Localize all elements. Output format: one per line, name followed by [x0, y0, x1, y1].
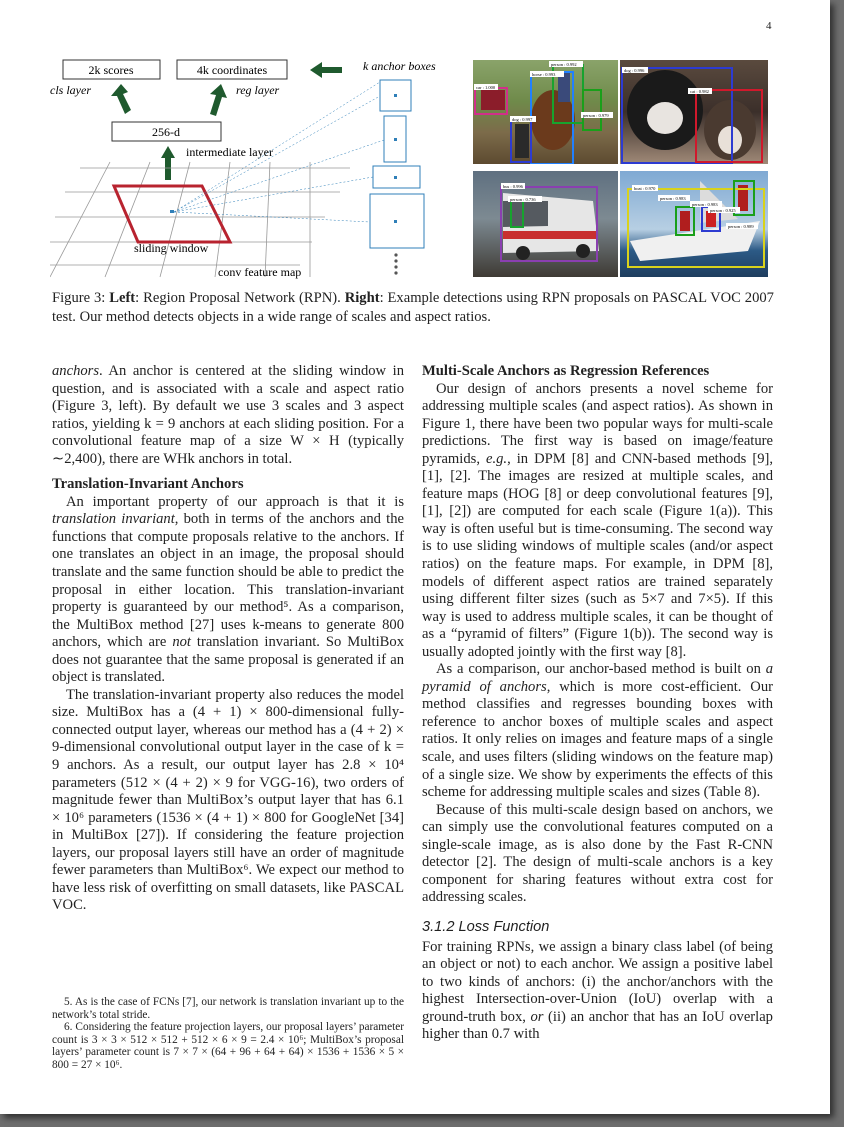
- paragraph-loss-function: For training RPNs, we assign a binary class label (of being an object or not) to each anchor. We assign a positive label to two kinds of anchors: (i) the anchor/anchors with the highest Intersection-over-Union (IoU) overlap with a ground-truth box, or (ii) an anchor that has an IoU overlap higher than 0.7 with: [422, 938, 773, 1043]
- cls-arrow: [111, 84, 131, 114]
- svg-text:person : 0.979: person : 0.979: [583, 113, 609, 118]
- svg-text:car : 1.000: car : 1.000: [476, 85, 496, 90]
- svg-text:person : 0.925: person : 0.925: [710, 208, 736, 213]
- paragraph-multi-scale: Our design of anchors presents a novel scheme for addressing multiple scales (and aspect ratios). As shown in Figure 1, there have been two popular ways for multi-scale predictions. The first way is based on image/feature pyramids, e.g., in DPM [8] and CNN-based methods [9], [1], [2]. The images are resized at multiple scales, and feature maps (HOG [8] or deep convolutional features [9], [1], [2]) are computed for each scale (Figure 1(a)). This way is often useful but is time-consuming. The second way is to use sliding windows of multiple scales (and/or aspect ratios) on the feature maps. For example, in DPM [8], models of different aspect ratios are trained separately using different filter sizes (such as 5×7 and 7×5). If this way is used to address multiple scales, it can be thought of as a “pyramid of filters” (Figure 1(b)). The second way is usually adopted jointly with the first way [8].: [422, 380, 773, 660]
- footnote-5: 5. As is the case of FCNs [7], our network is translation invariant up to the network’s total stride.: [52, 996, 404, 1021]
- heading-translation-invariant: Translation-Invariant Anchors: [52, 476, 244, 493]
- scores-label: 2k scores: [88, 63, 134, 77]
- intermediate-arrow: [161, 146, 175, 180]
- svg-text:dog : 0.996: dog : 0.996: [624, 68, 645, 73]
- paragraph-translation-invariant: An important property of our approach is that it is translation invariant, both in terms of the anchors and the functions that compute proposals relative to the anchors. If one translates an object in an image, the proposal should translate and the same function should be able to predict the proposal in either location. This translation-invariant property is guaranteed by our method⁵. As a comparison, the MultiBox method [27] uses k-means to generate 800 anchors, which are not translation invariant. So MultiBox does not guarantee that the same proposal is generated if an object is translated.: [52, 493, 405, 686]
- sliding-window-label: sliding window: [134, 241, 209, 255]
- detection-photo-boat: [620, 171, 768, 277]
- figure-caption: Figure 3: Left: Region Proposal Network (RPN). Right: Example detections using RPN proposals on PASCAL VOC 2007 test. Our method detects objects in a wide range of scales and aspect ratios.: [52, 290, 774, 325]
- detection-photo-bus: [473, 171, 618, 277]
- svg-text:person : 0.983: person : 0.983: [692, 202, 718, 207]
- ellipsis-dots: [394, 253, 397, 274]
- heading-multi-scale: Multi-Scale Anchors as Regression References: [422, 363, 710, 379]
- svg-text:person : 0.983: person : 0.983: [660, 196, 686, 201]
- svg-text:bus : 0.996: bus : 0.996: [503, 184, 523, 189]
- paragraph-model-size: The translation-invariant property also reduces the model size. MultiBox has a (4 + 1) × 800-dimensional fully-connected output layer, whereas our method has a (4 + 2) × 9-dimensional convolutional output layer in the case of k = 9 anchors. As a result, our output layer has 2.8 × 10⁴ parameters (512 × (4 + 2) × 9 for VGG-16), two orders of magnitude fewer than MultiBox’s output layer that has 6.1 × 10⁶ parameters (1536 × (4 + 1) × 800 for GoogleNet [34] in MultiBox [27]). If considering the feature projection layers, our proposal layers still have an order of magnitude fewer parameters than MultiBox⁶. We expect our method to have less risk of overfitting on small datasets, like PASCAL VOC.: [52, 686, 404, 914]
- coordinates-label: 4k coordinates: [196, 63, 268, 77]
- footnotes: [52, 996, 404, 1072]
- svg-text:dog : 0.997: dog : 0.997: [512, 117, 533, 122]
- anchor-boxes-label: k anchor boxes: [363, 59, 436, 73]
- rpn-diagram: [50, 52, 450, 287]
- window-center: [170, 210, 174, 213]
- heading-loss-function: 3.1.2 Loss Function: [422, 918, 550, 935]
- reg-layer-label: reg layer: [236, 83, 280, 97]
- detection-photo-horse: [473, 60, 618, 164]
- paragraph-anchors: anchors. An anchor is centered at the sliding window in question, and is associated with a scale and aspect ratio (Figure 3, left). By default we use 3 scales and 3 aspect ratios, yielding k = 9 anchors at each sliding position. For a convolutional feature map of a size W × H (typically ∼2,400), there are WHk anchors in total.: [52, 363, 404, 467]
- cls-layer-label: cls layer: [50, 83, 91, 97]
- svg-text:person : 0.989: person : 0.989: [728, 224, 754, 229]
- svg-text:horse : 0.993: horse : 0.993: [532, 72, 556, 77]
- intermediate-label: 256-d: [152, 125, 180, 139]
- left-arrow: [310, 62, 342, 78]
- svg-text:person : 0.992: person : 0.992: [551, 62, 577, 67]
- intermediate-layer-label: intermediate layer: [186, 145, 273, 159]
- reg-arrow: [210, 84, 227, 116]
- left-column: [52, 363, 404, 915]
- svg-text:boat : 0.970: boat : 0.970: [634, 186, 656, 191]
- paragraph-pyramid-anchors: As a comparison, our anchor-based method is built on a pyramid of anchors, which is more cost-efficient. Our method classifies and regresses bounding boxes with reference to anchor boxes of multiple scales and aspect ratios. It only relies on images and feature maps of a single scale, and uses filters (sliding windows on the feature map) of a single size. We show by experiments the effects of this scheme for addressing multiple scales and sizes (Table 8).: [422, 661, 773, 801]
- detection-photo-dog-cat: [620, 60, 768, 164]
- svg-text:person : 0.736: person : 0.736: [510, 197, 536, 202]
- right-column: [422, 363, 773, 1044]
- sliding-window-box: [114, 186, 230, 242]
- page-number: 4: [766, 20, 772, 32]
- feature-map-grid: [50, 162, 350, 277]
- svg-text:cat : 0.982: cat : 0.982: [690, 89, 709, 94]
- conv-feature-map-label: conv feature map: [218, 265, 302, 279]
- paragraph-single-scale: Because of this multi-scale design based on anchors, we can simply use the convolutional features computed on a single-scale image, as is also done by the Fast R-CNN detector [2]. The design of multi-scale anchors is a key component for sharing features without extra cost for addressing scales.: [422, 801, 773, 906]
- footnote-6: 6. Considering the feature projection layers, our proposal layers’ parameter count is 3 × 3 × 512 × 512 + 512 × 6 × 9 = 2.4 × 10⁶; MultiBox’s proposal layers’ parameter count is 7 × 7 × (64 + 96 + 64 + 64) × 1536 + 1536 × 5 × 800 = 27 × 10⁶.: [52, 1021, 404, 1071]
